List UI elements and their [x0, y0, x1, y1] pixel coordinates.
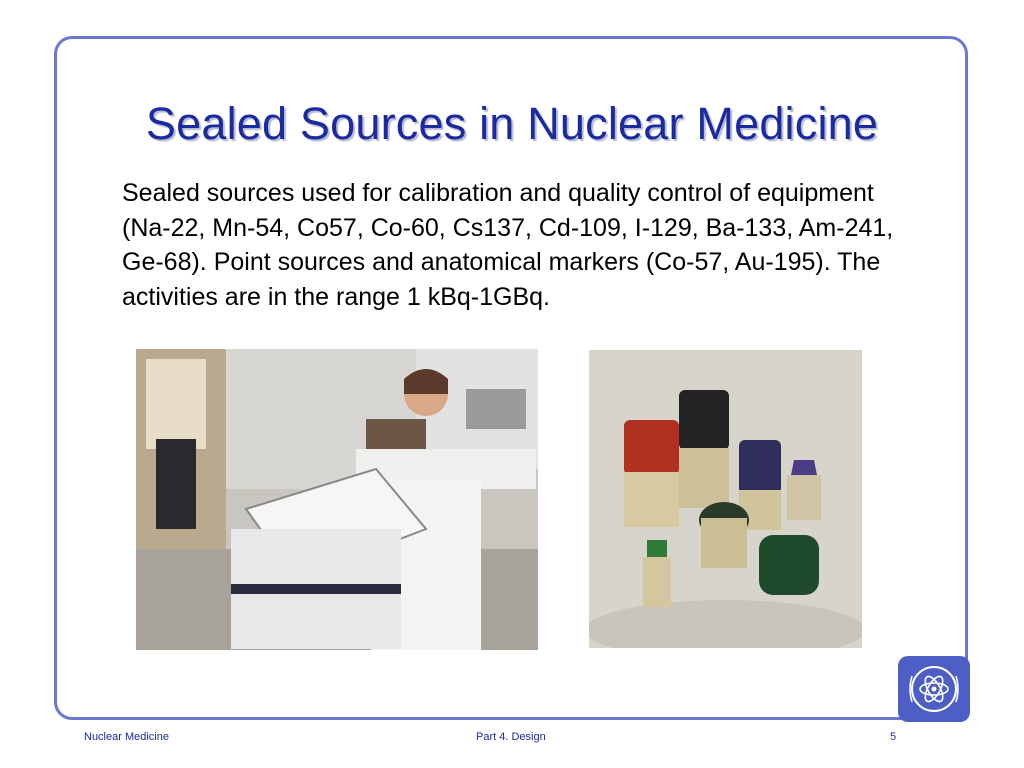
atom-emblem-icon [898, 656, 970, 722]
footer-course-name: Nuclear Medicine [84, 731, 169, 743]
footer-page-number: 5 [890, 731, 897, 743]
footer-section: Part 4. Design [476, 731, 546, 743]
photo-technician-calibration [136, 349, 538, 650]
slide-title: Sealed Sources in Nuclear Medicine [145, 98, 879, 149]
photo-sealed-source-vials [589, 350, 862, 648]
slide-body-text: Sealed sources used for calibration and quality control of equipment (Na-22, Mn-54, Co57, Co-60, Cs137, Cd-109, I-129, Ba-133, Am-241, Ge-68). Point sources and anatomical markers (Co-57, Au-195). The activities are in the range 1 kBq-1GBq. [122, 179, 894, 311]
